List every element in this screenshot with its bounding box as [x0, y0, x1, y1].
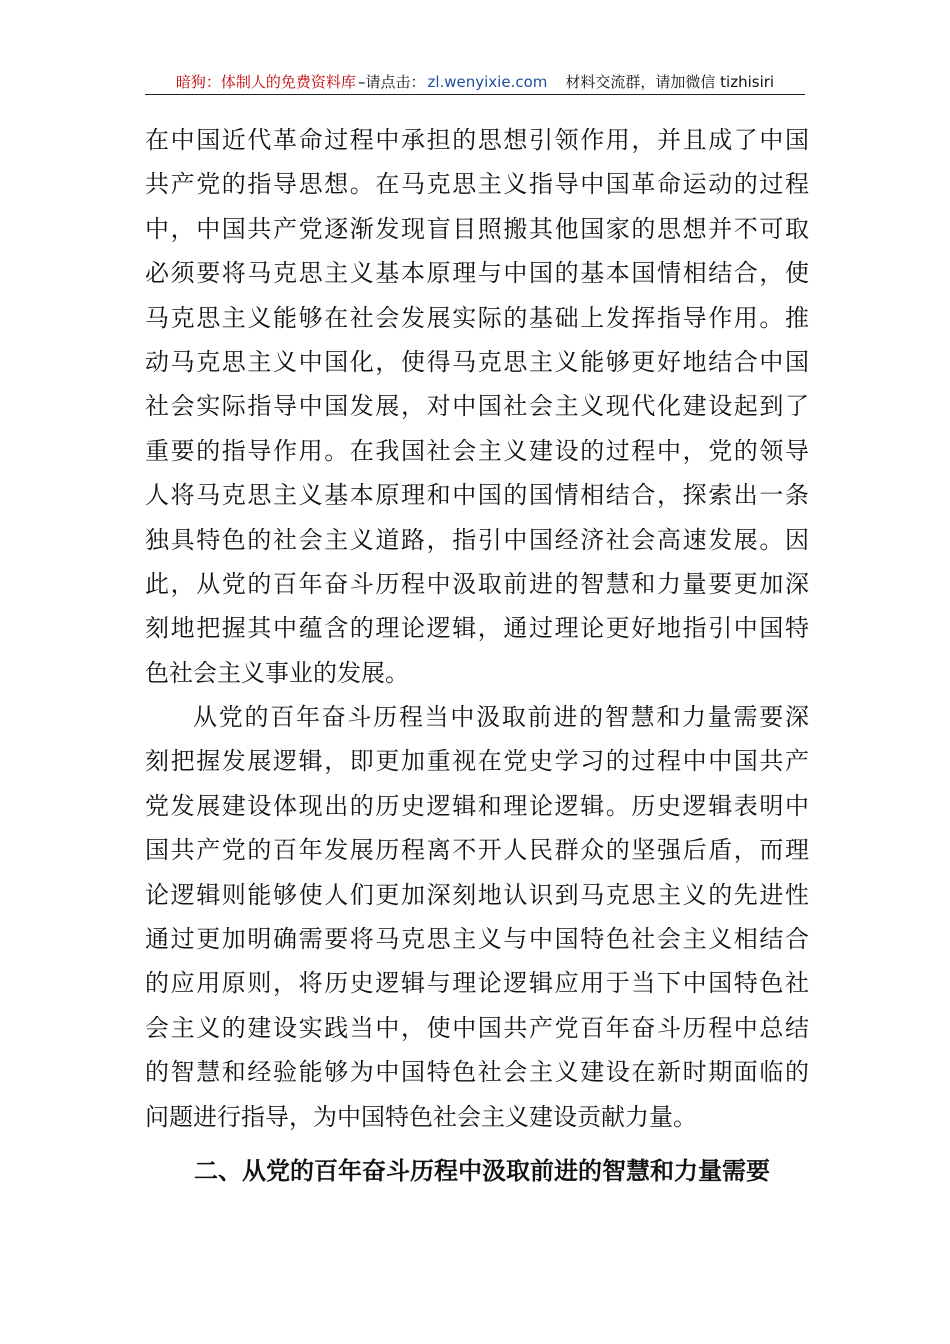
text-line: 人将马克思主义基本原理和中国的国情相结合，探索出一条: [145, 481, 809, 510]
header-url-link[interactable]: zl.wenyixie.com: [427, 73, 548, 91]
header-prompt: –请点击：: [357, 73, 426, 91]
text-line: 的智慧和经验能够为中国特色社会主义建设在新时期面临的: [145, 1058, 809, 1087]
text-line: 色社会主义事业的发展。: [145, 658, 409, 687]
paragraph-2: [145, 695, 809, 1139]
text-line: 刻地把握其中蕴含的理论逻辑，通过理论更好地指引中国特: [145, 614, 809, 643]
text-line: 重要的指导作用。在我国社会主义建设的过程中，党的领导: [145, 436, 809, 465]
text-line: 的应用原则，将历史逻辑与理论逻辑应用于当下中国特色社: [145, 969, 809, 998]
document-body: [145, 118, 809, 1139]
page-header: [145, 70, 805, 94]
text-line: 社会实际指导中国发展，对中国社会主义现代化建设起到了: [145, 392, 809, 421]
section-heading: 二、从党的百年奋斗历程中汲取前进的智慧和力量需要: [194, 1157, 770, 1185]
text-line: 共产党的指导思想。在马克思主义指导中国革命运动的过程: [145, 170, 809, 199]
text-line: 从党的百年奋斗历程当中汲取前进的智慧和力量需要深: [193, 703, 809, 732]
text-line: 问题进行指导，为中国特色社会主义建设贡献力量。: [145, 1102, 697, 1131]
text-line: 马克思主义能够在社会发展实际的基础上发挥指导作用。推: [145, 303, 809, 332]
text-line: 必须要将马克思主义基本原理与中国的基本国情相结合，使: [145, 259, 809, 288]
text-line: 此，从党的百年奋斗历程中汲取前进的智慧和力量要更加深: [145, 569, 809, 598]
text-line: 党发展建设体现出的历史逻辑和理论逻辑。历史逻辑表明中: [145, 791, 809, 820]
text-line: 在中国近代革命过程中承担的思想引领作用，并且成了中国: [145, 126, 809, 154]
text-line: 会主义的建设实践当中，使中国共产党百年奋斗历程中总结: [145, 1013, 809, 1042]
text-line: 独具特色的社会主义道路，指引中国经济社会高速发展。因: [145, 525, 809, 554]
header-divider: [145, 94, 805, 95]
text-line: 论逻辑则能够使人们更加深刻地认识到马克思主义的先进性: [145, 880, 809, 909]
text-line: 国共产党的百年发展历程离不开人民群众的坚强后盾，而理: [145, 836, 809, 865]
text-line: 通过更加明确需要将马克思主义与中国特色社会主义相结合: [145, 925, 809, 954]
text-line: 刻把握发展逻辑，即更加重视在党史学习的过程中中国共产: [145, 747, 809, 776]
header-brand: 暗狗：体制人的免费资料库: [175, 73, 356, 91]
header-contact: 材料交流群，请加微信 tizhisiri: [565, 73, 775, 91]
text-line: 中，中国共产党逐渐发现盲目照搬其他国家的思想并不可取: [145, 214, 809, 243]
text-line: 动马克思主义中国化，使得马克思主义能够更好地结合中国: [145, 347, 809, 376]
paragraph-1: [145, 118, 809, 695]
